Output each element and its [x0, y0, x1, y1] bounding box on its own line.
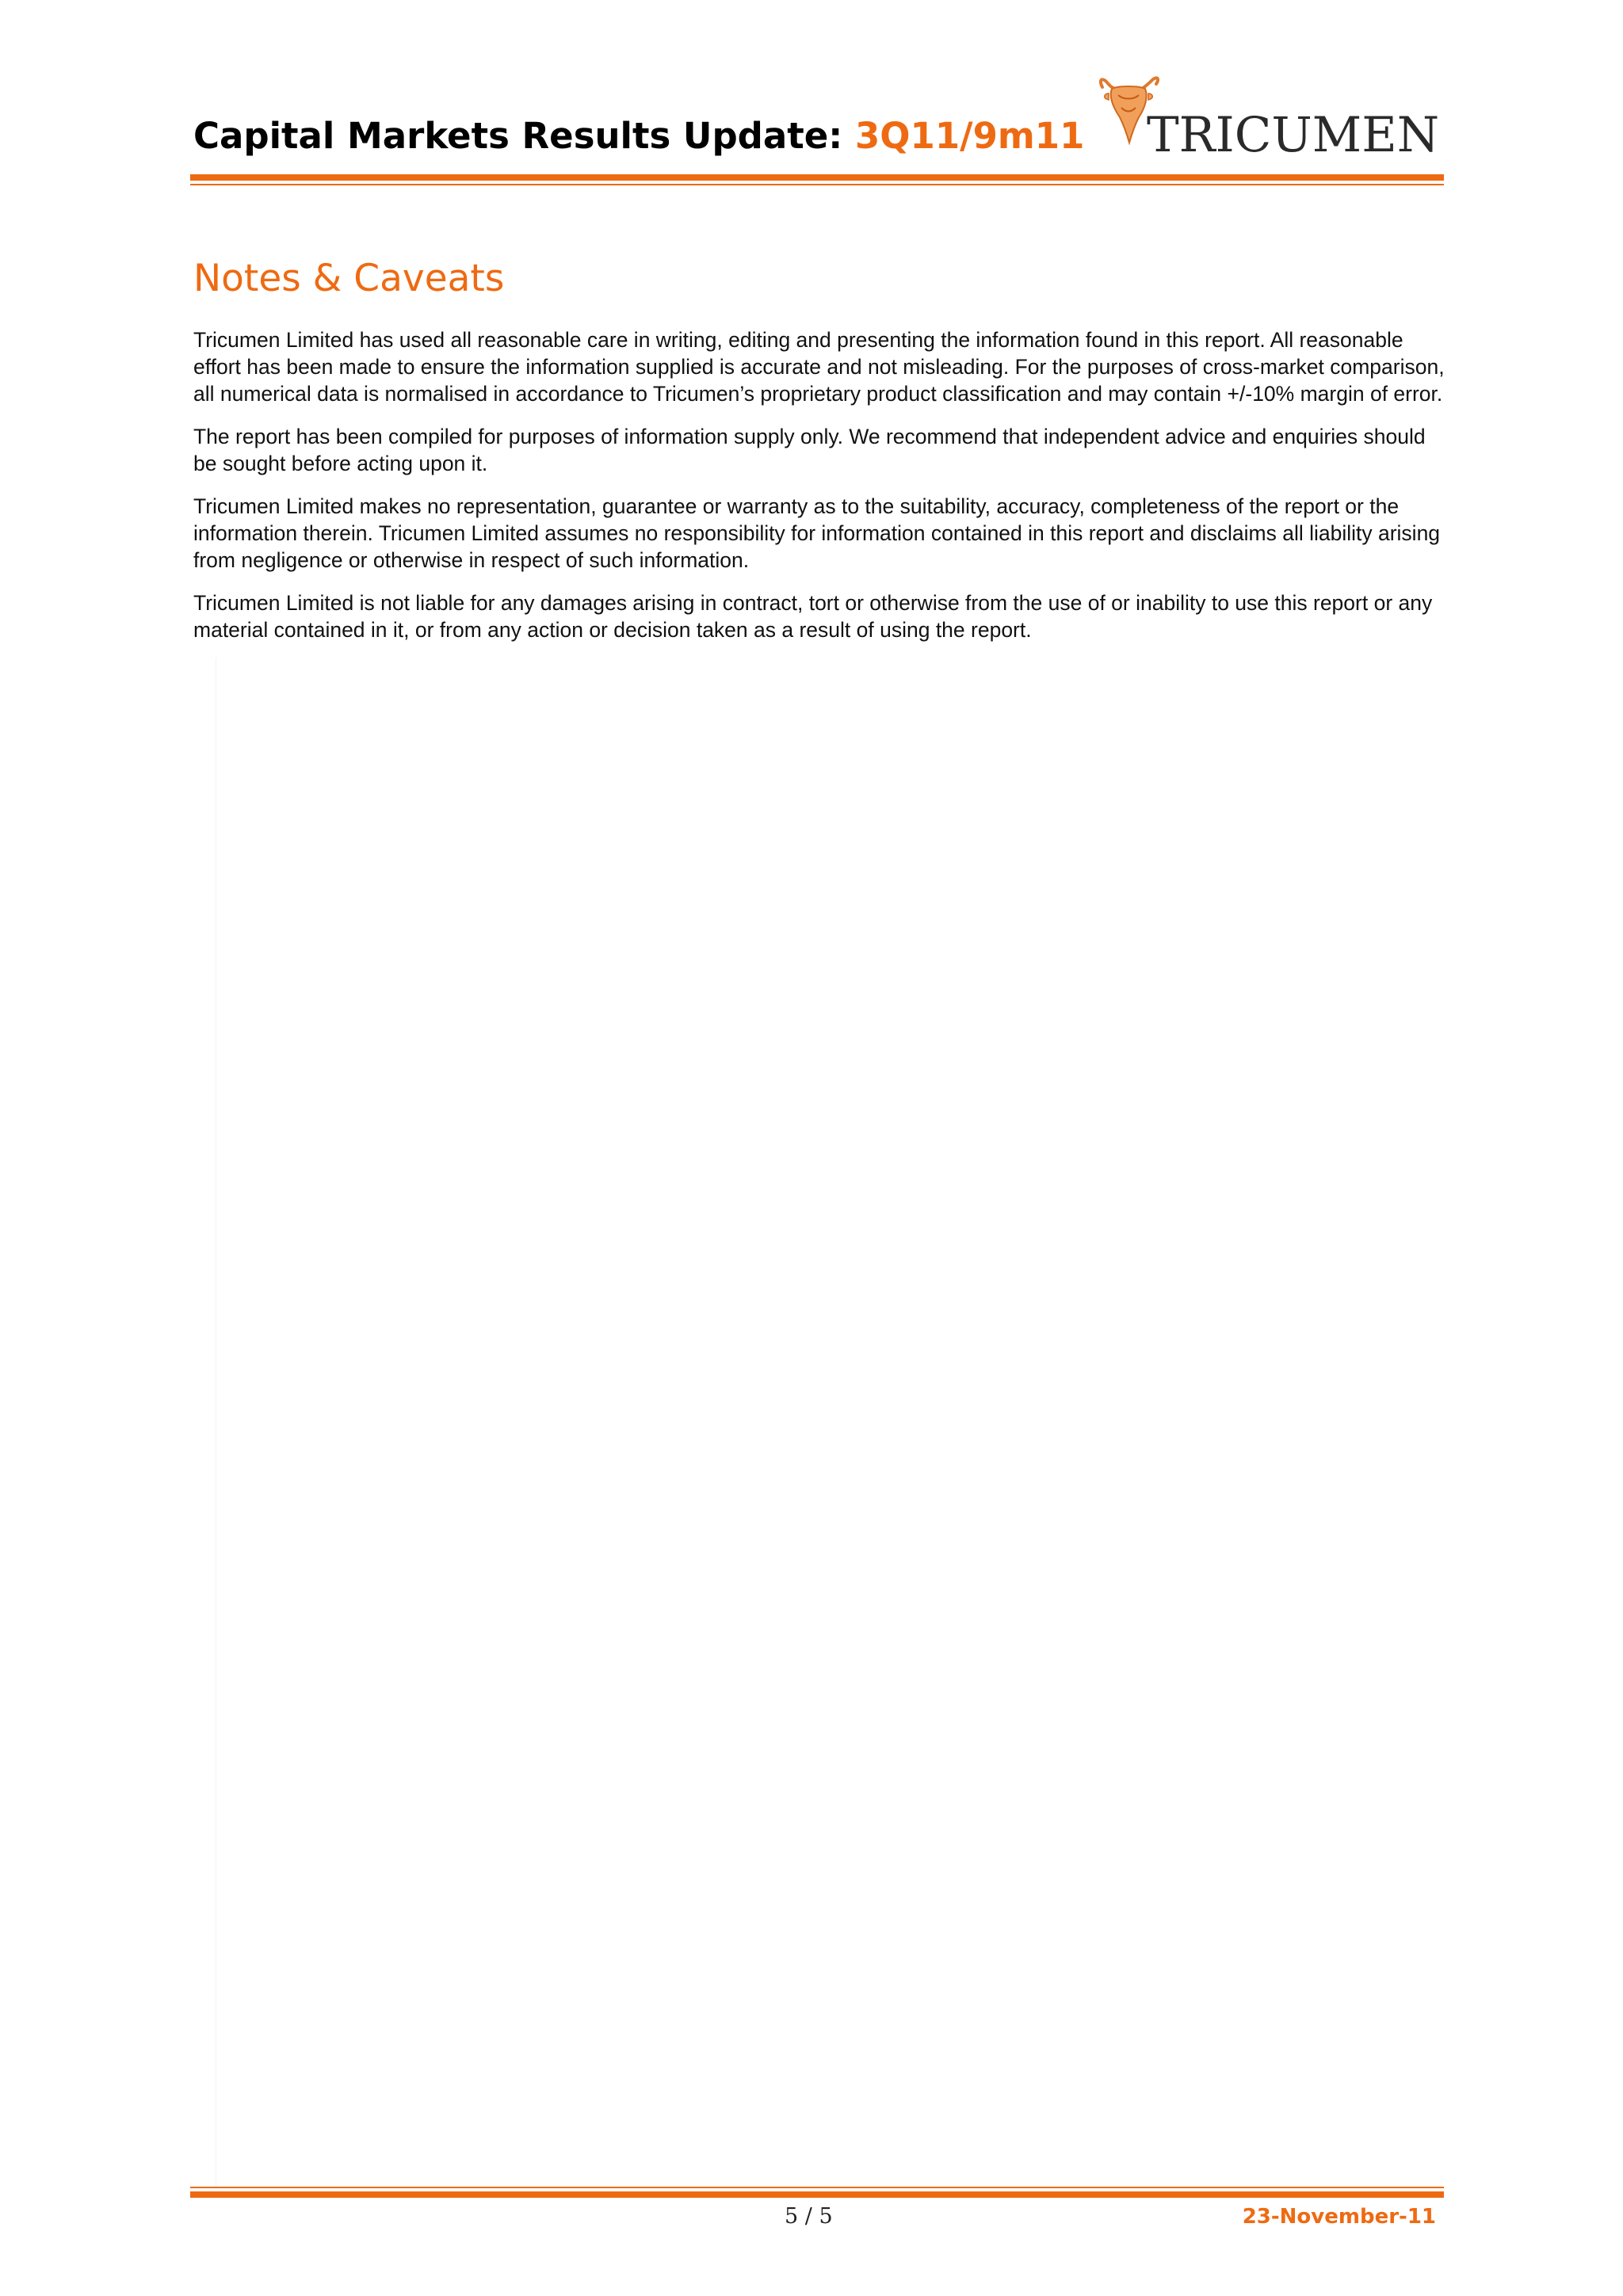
report-title-prefix: Capital Markets Results Update:: [193, 115, 855, 157]
report-period: 3Q11/9m11: [854, 115, 1085, 157]
header-rule-thick: [190, 174, 1444, 181]
section-title: Notes & Caveats: [193, 257, 505, 300]
tricumen-logo: [1098, 76, 1446, 163]
paragraph-care: Tricumen Limited has used all reasonable care in writing, editing and presenting the information found in this report. All reasonable effort has been made to ensure the information supplied is accurate and not misleading. For the purposes of cross-market comparison, all numerical data is normalised in accordance to Tricumen’s proprietary product classification and may contain +/-10% margin of error.: [193, 328, 1445, 406]
header-rule-thin: [190, 184, 1444, 185]
page-number: 5 / 5: [785, 2204, 833, 2229]
report-date: 23-November-11: [1242, 2205, 1436, 2229]
footer-rule-thin: [190, 2187, 1444, 2188]
logo-wordmark: TRICUMEN: [1147, 107, 1440, 163]
footer-rule-thick: [190, 2191, 1444, 2198]
paragraph-no-representation: Tricumen Limited makes no representation, guarantee or warranty as to the suitability, accuracy, completeness of the report or the information therein. Tricumen Limited assumes no responsibility for information contained in this report and disclaims all liability arising from negligence or otherwise in respect of such information.: [193, 494, 1441, 572]
paragraph-liability: Tricumen Limited is not liable for any damages arising in contract, tort or otherwise from the use of or inability to use this report or any material contained in it, or from any action or decision taken as a result of using the report.: [193, 591, 1433, 642]
report-title: [193, 113, 1084, 160]
notes-content: [193, 326, 1445, 659]
paragraph-information-supply: The report has been compiled for purposes of information supply only. We recommend that independent advice and enquiries should be sought before acting upon it.: [193, 425, 1426, 475]
